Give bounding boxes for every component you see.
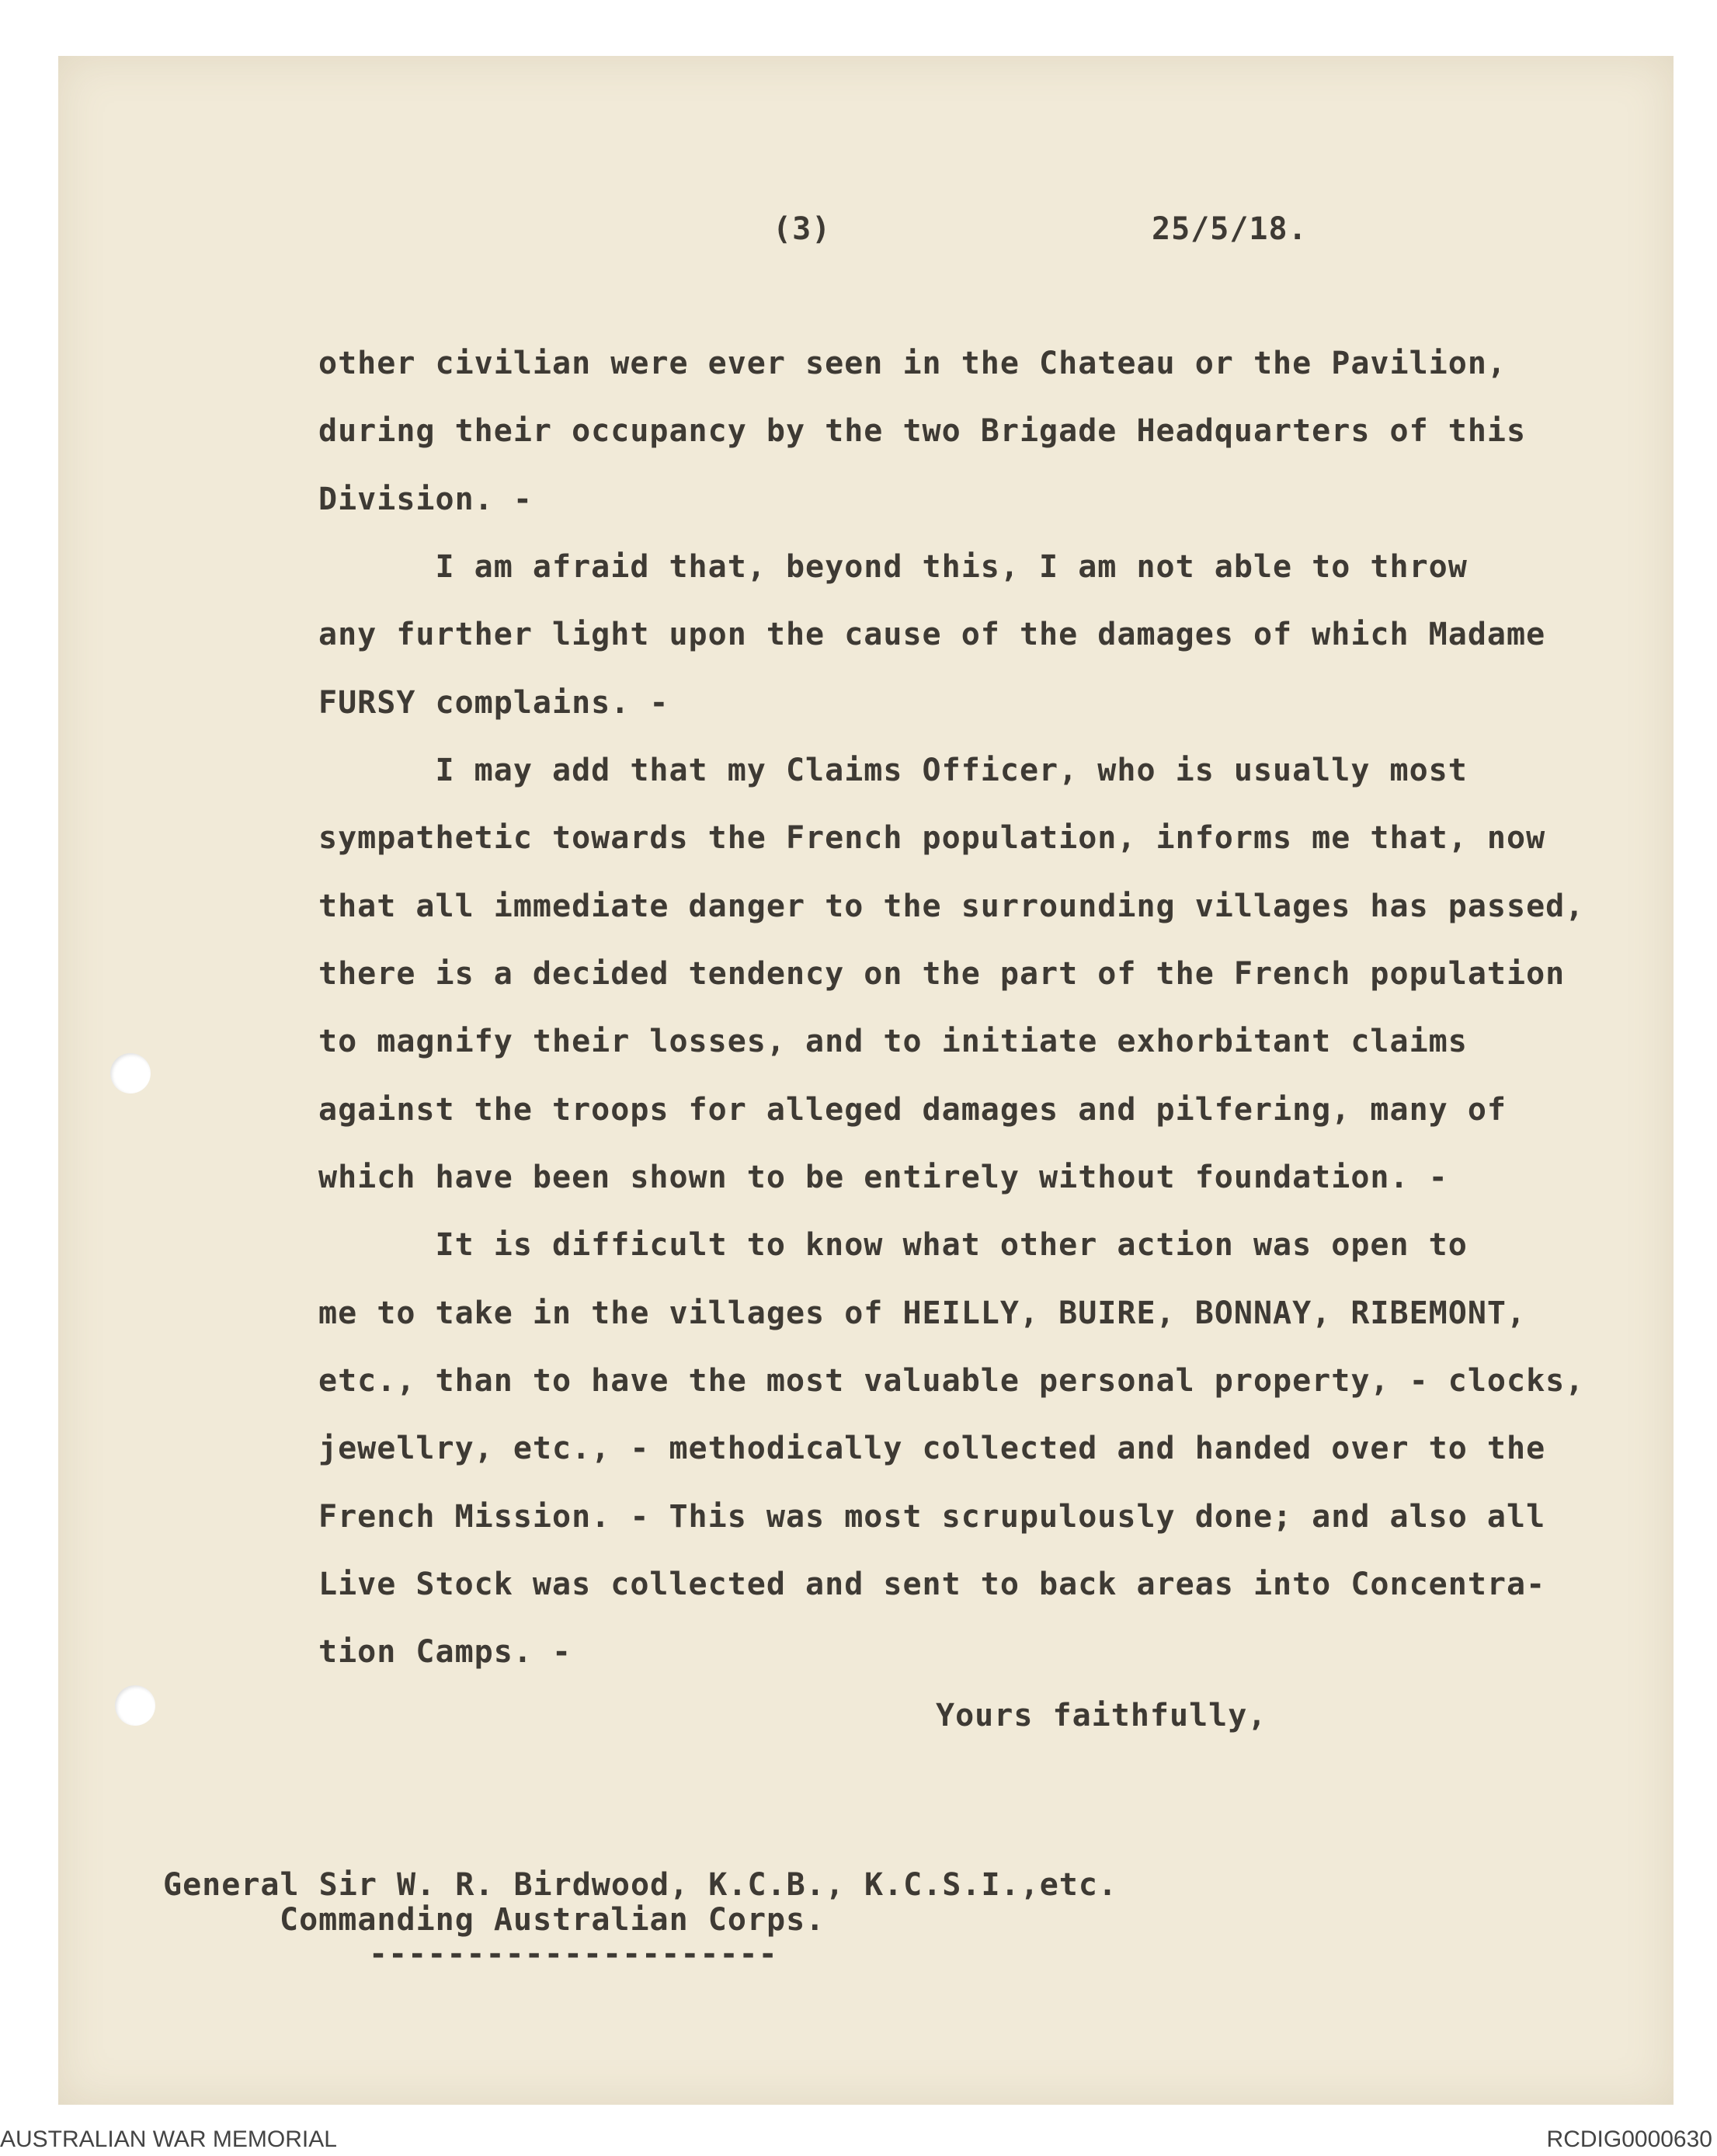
body-line: I am afraid that, beyond this, I am not able to throw (318, 549, 1468, 585)
body-line: other civilian were ever seen in the Chateau or the Pavilion, (318, 346, 1507, 381)
body-line: against the troops for alleged damages and pilfering, many of (318, 1092, 1507, 1128)
body-line: etc., than to have the most valuable personal property, - clocks, (318, 1363, 1585, 1399)
punch-hole-lower (115, 1685, 155, 1726)
page-number: (3) (773, 211, 832, 247)
body-line: any further light upon the cause of the damages of which Madame (318, 617, 1546, 652)
addressee-underline: --------------------- (369, 1936, 778, 1972)
body-line: there is a decided tendency on the part of the French population (318, 956, 1566, 992)
punch-hole-upper (110, 1053, 151, 1094)
body-line: during their occupancy by the two Brigade Headquarters of this (318, 413, 1527, 449)
body-line: which have been shown to be entirely without foundation. - (318, 1160, 1448, 1195)
body-line: I may add that my Claims Officer, who is usually most (318, 753, 1468, 788)
body-line: jewellry, etc., - methodically collected and handed over to the (318, 1431, 1546, 1466)
body-line: Live Stock was collected and sent to back areas into Concentra- (318, 1567, 1546, 1602)
body-line: to magnify their losses, and to initiate exhorbitant claims (318, 1024, 1468, 1059)
body-line: Division. - (318, 482, 533, 517)
footer-archive-name: AUSTRALIAN WAR MEMORIAL (0, 2126, 337, 2152)
letter-date: 25/5/18. (1152, 211, 1308, 247)
body-line: sympathetic towards the French population, informs me that, now (318, 820, 1546, 856)
body-line: French Mission. - This was most scrupulously done; and also all (318, 1499, 1546, 1535)
body-line: tion Camps. - (318, 1634, 572, 1670)
addressee-name: General Sir W. R. Birdwood, K.C.B., K.C.S.I.,etc. (163, 1867, 1118, 1903)
closing-salutation: Yours faithfully, (936, 1698, 1267, 1733)
addressee-title: Commanding Australian Corps. (280, 1902, 825, 1938)
body-line: that all immediate danger to the surrounding villages has passed, (318, 888, 1585, 924)
body-line: It is difficult to know what other action was open to (318, 1227, 1468, 1263)
body-line: me to take in the villages of HEILLY, BUIRE, BONNAY, RIBEMONT, (318, 1295, 1527, 1331)
body-line: FURSY complains. - (318, 685, 669, 721)
footer-item-id: RCDIG0000630 (1546, 2126, 1712, 2152)
